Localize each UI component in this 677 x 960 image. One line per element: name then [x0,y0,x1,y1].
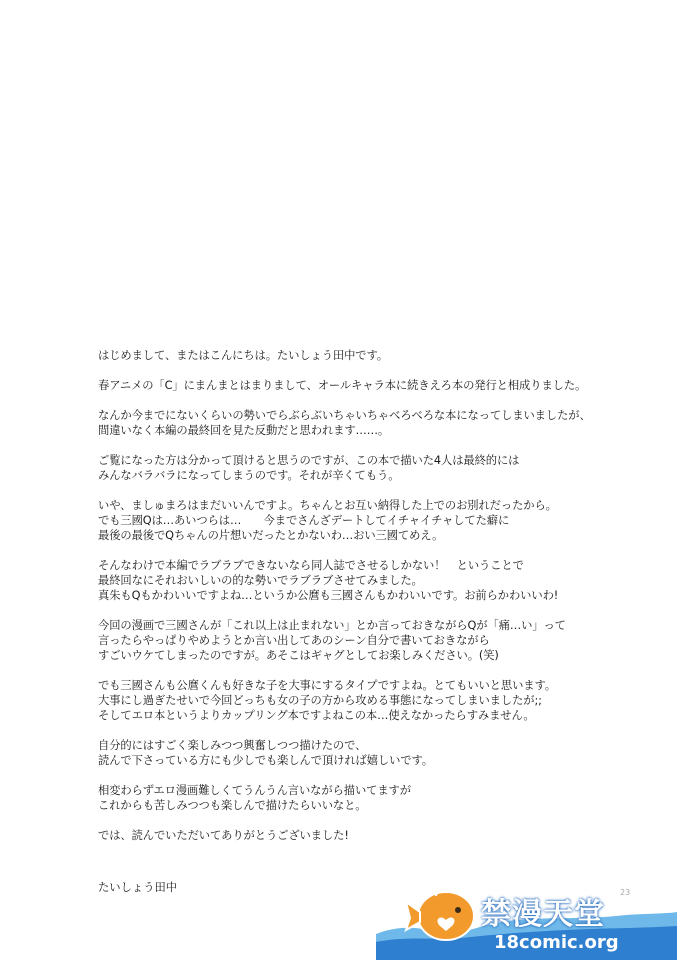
afterword-paragraph [98,783,578,813]
watermark-url: 18comic.org [494,932,619,953]
text-line: なんか今までにないくらいの勢いでらぶらぶいちゃいちゃべろべろな本になってしまいましたが、 [98,409,591,422]
text-line: では、読んでいただいてありがとうございました! [98,829,349,842]
text-line: これからも苦しみつつも楽しんで描けたらいいなと。 [98,799,367,812]
afterword-paragraph [98,453,578,483]
text-line: はじめまして、またはこんにちは。たいしょう田中です。 [98,349,388,362]
watermark-title: 禁漫天堂 [481,897,605,932]
text-line: 今回の漫画で三國さんが「これ以上は止まれない」とか言っておきながらQが「痛…い」って [98,619,566,632]
text-line: 読んで下さっている方にも少しでも楽しんで頂ければ嬉しいです。 [98,754,434,767]
text-line: 大事にし過ぎたせいで今回どっちも女の子の方から攻める事態になってしまいましたが;; [98,694,542,707]
text-line: 相変わらずエロ漫画難しくてうんうん言いながら描いてますが [98,784,411,797]
text-line: すごいウケてしまったのですが。あそこはギャグとしてお楽しみください。(笑) [98,649,499,662]
afterword-paragraph [98,738,578,768]
text-line: でも三國さんも公麿くんも好きな子を大事にするタイプですよね。とてもいいと思います。 [98,679,556,692]
afterword-paragraph [98,498,578,543]
text-line: 言ったらやっぱりやめようとか言い出してあのシーン自分で書いておきながら [98,634,490,647]
afterword-paragraph [98,348,578,363]
afterword-body [98,348,591,858]
text-line: そしてエロ本というよりカップリング本ですよねこの本…使えなかったらすみません。 [98,709,535,722]
site-watermark [376,876,677,960]
afterword-paragraph [98,828,578,843]
afterword-paragraph [98,378,587,393]
afterword-paragraph [98,678,578,723]
text-line: 間違いなく本編の最終回を見た反動だと思われます……。 [98,424,390,437]
author-signature: たいしょう田中 [98,881,178,894]
text-line: そんなわけで本編でラブラブできないなら同人誌でさせるしかない！ ということで [98,559,524,572]
text-line: でも三國Qは…あいつらは… 今までさんざデートしてイチャイチャしてた癖に [98,514,510,527]
afterword-paragraph [98,618,578,663]
text-line: 最終回なにそれおいしいの的な勢いでラブラブさせてみました。 [98,574,423,587]
text-line: 真朱もQもかわいいですよね…というか公麿も三國さんもかわいいです。お前らかわいいわ! [98,589,559,602]
text-line: 自分的にはすごく楽しみつつ興奮しつつ描けたので、 [98,739,367,752]
text-line: 最後の最後でQちゃんの片想いだったとかないわ…おい三國てめえ。 [98,529,444,542]
text-line: みんなバラバラになってしまうのです。それが辛くてもう。 [98,469,400,482]
page-number: 23 [620,888,631,897]
text-line: 春アニメの「C」にまんまとはまりまして、オールキャラ本に続きえろ本の発行と相成りました。 [98,379,587,392]
afterword-paragraph [98,408,591,438]
afterword-paragraph [98,558,578,603]
text-line: いや、ましゅまろはまだいいんですよ。ちゃんとお互い納得した上でのお別れだったから。 [98,499,557,512]
text-line: ご覧になった方は分かって頂けると思うのですが、この本で描いた4人は最終的には [98,454,520,467]
